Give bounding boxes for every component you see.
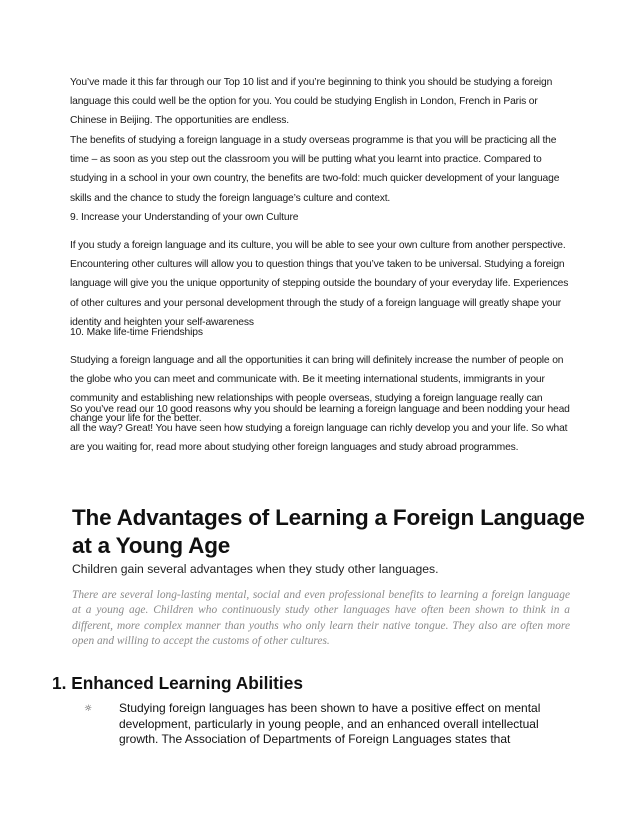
section-heading: 1. Enhanced Learning Abilities bbox=[52, 673, 303, 693]
paragraph-benefits: The benefits of studying a foreign language in a study overseas programme is that you will be practicing all the time – as soon as you step out the classroom you will be putting what you learnt into practice. Compared to studying in a school in your own country, the benefits are two-fold: much quicker development of your language skills and the chance to study the foreign language’s culture and context. bbox=[70, 135, 560, 204]
paragraph-conclusion: So you’ve read our 10 good reasons why you should be learning a foreign language and been nodding your head all the way? Great! You have seen how studying a foreign language can richly develop you and your life. So what are you waiting for, read more about studying other foreign languages and study abroad programmes. bbox=[70, 404, 570, 454]
article-intro-quote: There are several long-lasting mental, social and even professional benefits to learning a foreign language at a young age. Children who continuously study other languages have often been shown to think in a different, more complex manner than youths who only learn their native tongue. They also are often more open and willing to accept the customs of other cultures. bbox=[72, 589, 570, 648]
reason-9-heading: 9. Increase your Understanding of your own Culture bbox=[70, 212, 299, 223]
paragraph-friendships: Studying a foreign language and all the opportunities it can bring will definitely increase the number of people on the globe who you can meet and communicate with. Be it meeting international students, immigrants in your community and establishing new relationships with people overseas, studying a foreign language really can change your life for the better. bbox=[70, 355, 564, 424]
article-title: The Advantages of Learning a Foreign Language at a Young Age bbox=[72, 505, 585, 558]
article-subtitle: Children gain several advantages when they study other languages. bbox=[72, 562, 439, 576]
reason-10-heading: 10. Make life-time Friendships bbox=[70, 327, 203, 338]
paragraph-intro: You’ve made it this far through our Top 10 list and if you’re beginning to think you should be studying a foreign language this could well be the option for you. You could be studying English in London, French in Paris or Chinese in Beijing. The opportunities are endless. bbox=[70, 77, 553, 127]
sun-bullet-icon: ☼ bbox=[84, 704, 93, 714]
list-item-text: Studying foreign languages has been shown to have a positive effect on mental development, particularly in young people, and an enhanced overall intellectual growth. The Association of Departments of Foreign Languages states that bbox=[119, 701, 541, 747]
paragraph-culture: If you study a foreign language and its culture, you will be able to see your own culture from another perspective. Encountering other cultures will allow you to question things that you’ve taken to be universal. Studying a foreign language will give you the unique opportunity of stepping outside the boundary of your everyday life. Experiences of other cultures and your personal development through the study of a foreign language will greatly shape your identity and heighten your self-awareness bbox=[70, 240, 569, 328]
